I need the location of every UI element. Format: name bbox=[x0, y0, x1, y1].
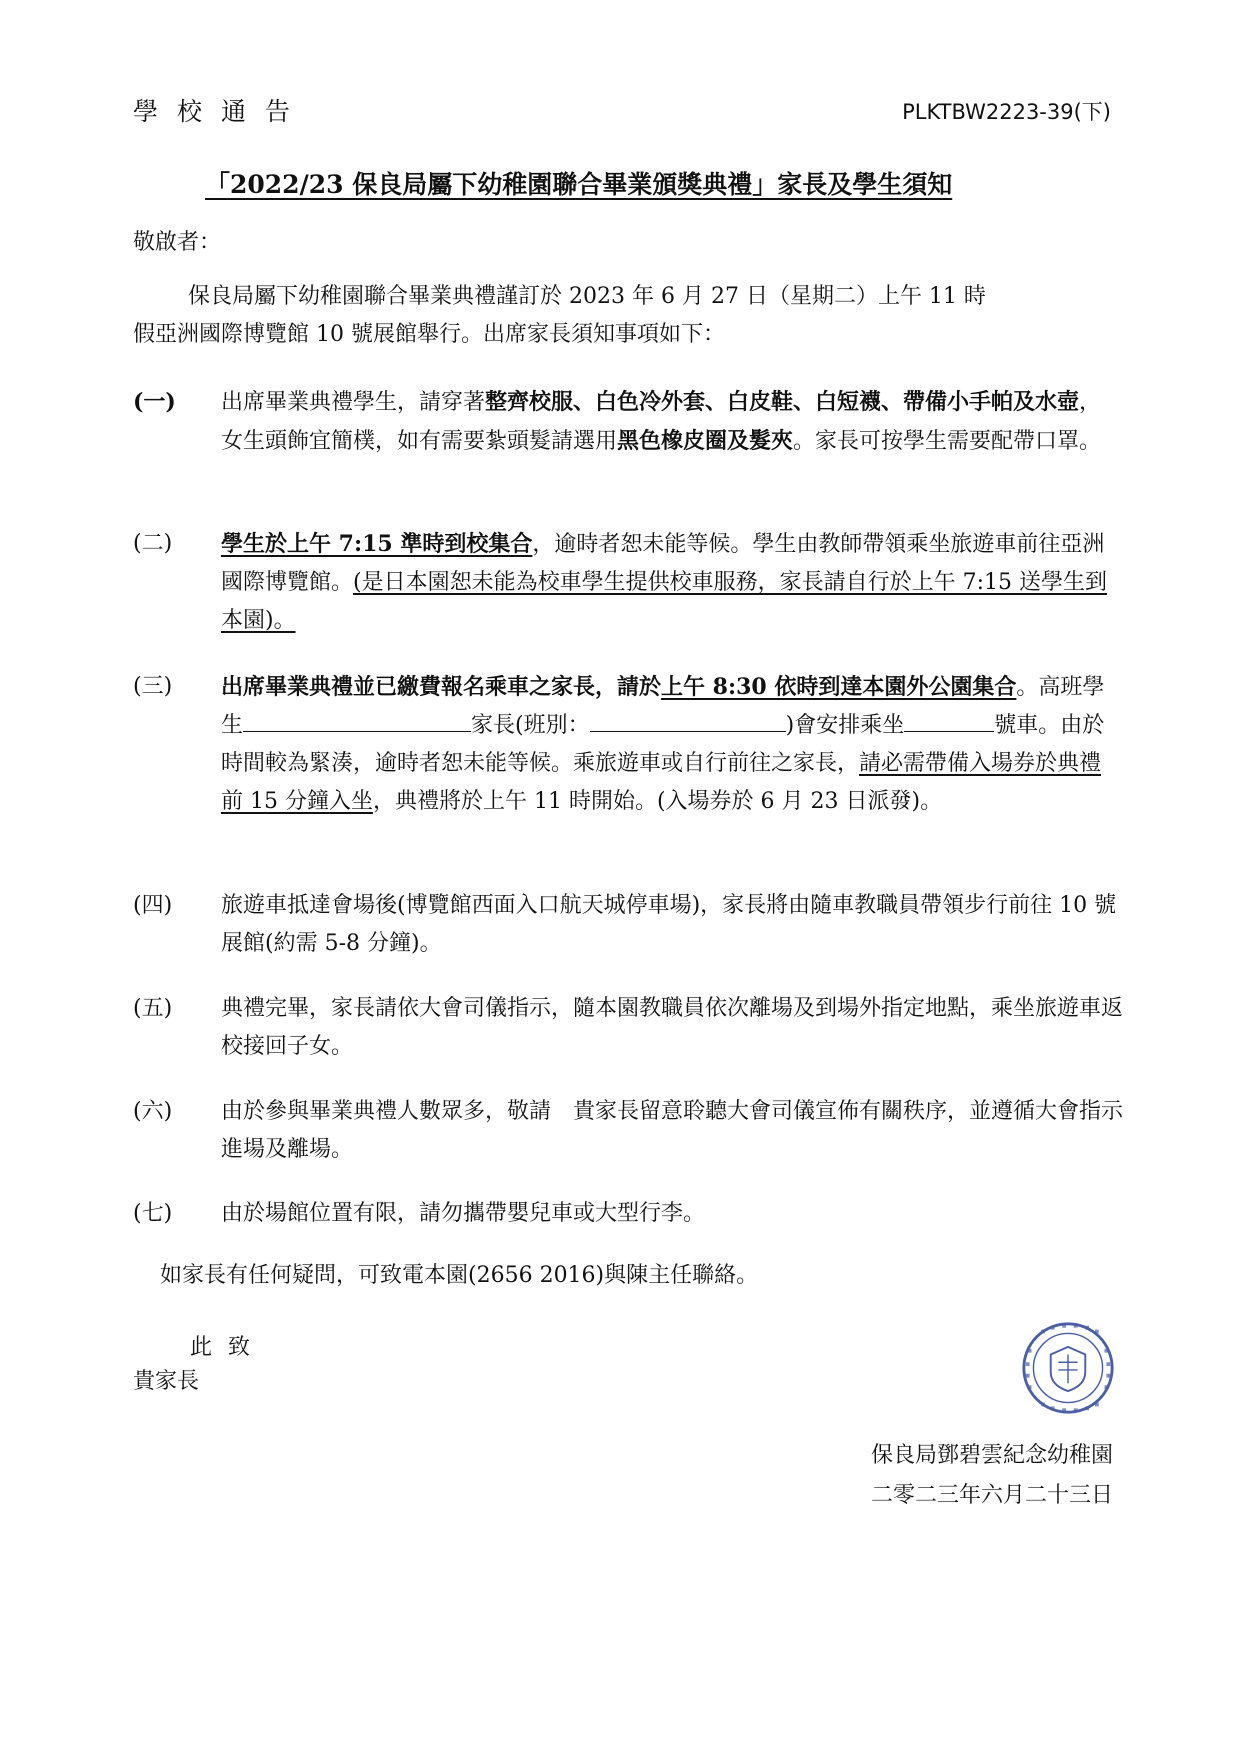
student-name-blank[interactable] bbox=[243, 707, 471, 732]
item-bold-underlined-text: 學生於上午 7:15 準時到校集合 bbox=[221, 531, 533, 557]
item-text: 由於參與畢業典禮人數眾多，敬請 貴家長留意聆聽大會司儀宣佈有關秩序，並遵循大會指示進場及離場。 bbox=[221, 1099, 1124, 1162]
school-seal-icon bbox=[1020, 1320, 1116, 1416]
list-item-5 bbox=[133, 990, 1123, 1066]
item-text: 出席畢業典禮學生，請穿著 bbox=[221, 390, 486, 415]
intro-line-1: 保良局屬下幼稚園聯合畢業典禮謹訂於 2023 年 6 月 27 日（星期二）上午 11 時 bbox=[188, 284, 986, 309]
list-item-1 bbox=[133, 383, 1123, 461]
item-body bbox=[221, 383, 1123, 461]
class-blank[interactable] bbox=[590, 707, 786, 732]
notice-heading: 學校通告 bbox=[133, 97, 310, 126]
notice-date: 二零二三年六月二十三日 bbox=[870, 1483, 1113, 1508]
list-item-7 bbox=[133, 1195, 1123, 1233]
contact-line: 如家長有任何疑問，可致電本園(2656 2016)與陳主任聯絡。 bbox=[160, 1263, 759, 1288]
item-text: 。家長可按學生需要配帶口罩。 bbox=[793, 429, 1102, 454]
item-text: 。高班學生 bbox=[221, 675, 1105, 738]
item-underlined-text: 請必需帶備入場券於典禮前 15 分鐘入坐 bbox=[221, 751, 1102, 814]
item-number: (四) bbox=[133, 893, 173, 918]
item-underlined-text: (是日本園恕未能為校車學生提供校車服務，家長請自行於上午 7:15 送學生到本園)。 bbox=[221, 570, 1107, 633]
list-item-4 bbox=[133, 887, 1123, 963]
item-text: ，女生頭飾宜簡樸，如有需要紮頭髮請選用 bbox=[221, 390, 1102, 454]
list-item-2 bbox=[133, 525, 1123, 640]
item-text: )會安排乘坐 bbox=[785, 713, 905, 738]
closing-recipient: 貴家長 bbox=[133, 1369, 200, 1394]
reference-code: PLKTBW2223-39(下) bbox=[902, 100, 1111, 124]
item-text: ，典禮將於上午 11 時開始。(入場券於 6 月 23 日派發)。 bbox=[372, 789, 943, 814]
list-item-3 bbox=[133, 668, 1123, 821]
notice-title: 「2022/23 保良局屬下幼稚園聯合畢業頒獎典禮」家長及學生須知 bbox=[205, 170, 953, 199]
item-body bbox=[221, 668, 1123, 821]
item-bold-text: 黑色橡皮圈及髮夾 bbox=[617, 428, 794, 454]
item-text: 旅遊車抵達會場後(博覽館西面入口航天城停車場)，家長將由隨車教職員帶領步行前往 10 號展館(約需 5-8 分鐘)。 bbox=[221, 893, 1117, 956]
item-text: 典禮完畢，家長請依大會司儀指示，隨本園教職員依次離場及到場外指定地點，乘坐旅遊車返校接回子女。 bbox=[221, 996, 1124, 1059]
item-body bbox=[221, 525, 1123, 640]
item-text: 由於場館位置有限，請勿攜帶嬰兒車或大型行李。 bbox=[221, 1201, 706, 1226]
item-bold-text: 整齊校服、白色冷外套、白皮鞋、白短襪、帶備小手帕及水壺 bbox=[485, 389, 1080, 415]
item-number: (七) bbox=[133, 1201, 173, 1226]
item-number: (一) bbox=[133, 389, 176, 415]
item-number: (五) bbox=[133, 996, 173, 1021]
item-text: 家長(班別： bbox=[471, 713, 590, 738]
closing-phrase: 此致 bbox=[190, 1335, 267, 1360]
item-text: 號車。由於時間較為緊湊，逾時者恕未能等候。乘旅遊車或自行前往之家長， bbox=[221, 713, 1105, 776]
item-number: (六) bbox=[133, 1099, 173, 1124]
item-text: ，逾時者恕未能等候。學生由教師帶領乘坐旅遊車前往亞洲國際博覽館。 bbox=[221, 532, 1105, 595]
item-bold-underlined-text: 上午 8:30 依時到達本園外公園集合 bbox=[661, 674, 1017, 700]
intro-paragraph bbox=[133, 278, 1123, 354]
school-name-signature: 保良局鄧碧雲紀念幼稚園 bbox=[870, 1443, 1113, 1468]
list-item-6 bbox=[133, 1093, 1123, 1169]
item-bold-text: 出席畢業典禮並已繳費報名乘車之家長，請於 bbox=[221, 674, 662, 700]
item-number: (三) bbox=[133, 674, 173, 699]
bus-number-blank[interactable] bbox=[904, 707, 994, 732]
item-number: (二) bbox=[133, 531, 173, 556]
intro-line-2: 假亞洲國際博覽館 10 號展館舉行。出席家長須知事項如下： bbox=[133, 322, 725, 347]
salutation: 敬啟者： bbox=[133, 230, 222, 255]
